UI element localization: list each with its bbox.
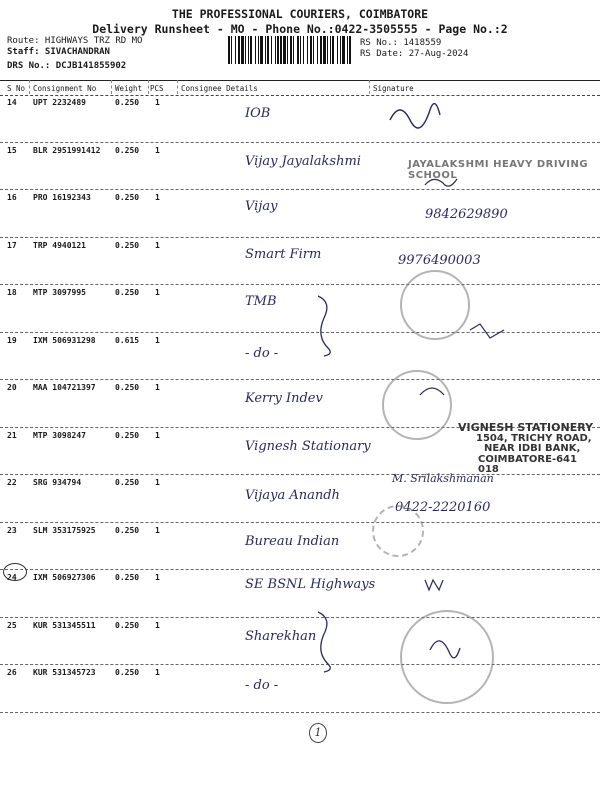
row-signature: 0422-2220160: [395, 500, 491, 515]
row-pcs: 1: [155, 478, 160, 487]
row-pcs: 1: [155, 620, 160, 630]
row-consignment-no: KUR 531345723: [33, 668, 96, 677]
row-consignee: - do -: [245, 345, 279, 361]
row-weight: 0.250: [115, 240, 140, 250]
row-sno: 26: [7, 668, 17, 677]
brace-stroke: [318, 296, 330, 356]
row-pcs: 1: [155, 335, 160, 345]
runsheet-subtitle: Delivery Runsheet - MO - Phone No.:0422-3505555 - Page No.:2: [92, 22, 508, 36]
row-consignment-no: SRG 934794: [33, 478, 82, 487]
row-weight: 0.250: [115, 430, 140, 440]
row-sno: 25: [7, 620, 17, 630]
row-pcs: 1: [155, 98, 160, 107]
row-weight: 0.250: [115, 668, 140, 677]
row-weight: 0.250: [115, 145, 140, 155]
row-sno: 21: [7, 430, 17, 440]
row-sno: 14: [7, 98, 17, 107]
row-consignment-no: MAA 104721397: [33, 383, 96, 392]
row-pcs: 1: [155, 383, 160, 392]
row-sno: 17: [7, 240, 17, 250]
row-sno: 24: [7, 573, 17, 582]
jayalakshmi-stamp: JAYALAKSHMI HEAVY DRIVING SCHOOL: [408, 159, 589, 181]
row-consignment-no: PRO 16192343: [33, 193, 91, 202]
sig-stroke: [420, 388, 444, 395]
row-pcs: 1: [155, 525, 160, 535]
route-label: Route: HIGHWAYS TRZ RD MO: [7, 36, 143, 46]
row-signature: 9842629890: [425, 207, 508, 222]
sig-stroke: [470, 324, 504, 338]
row-weight: 0.250: [115, 525, 140, 535]
row-consignee: Smart Firm: [245, 246, 322, 262]
row-consignment-no: KUR 531345511: [33, 620, 96, 630]
row-sno: 19: [7, 335, 17, 345]
row-consignee: Vijay: [245, 199, 278, 214]
staff-label: Staff: SIVACHANDRAN: [7, 47, 110, 57]
row-consignment-no: UPT 2232489: [33, 98, 86, 107]
row-sno: 16: [7, 193, 17, 202]
vignesh-stamp-line3: NEAR IDBI BANK,: [484, 443, 581, 455]
row-weight: 0.615: [115, 335, 140, 345]
vignesh-stamp-line1: VIGNESH STATIONERY: [458, 421, 594, 434]
row-weight: 0.250: [115, 193, 140, 202]
row-weight: 0.250: [115, 620, 140, 630]
row-consignment-no: MTP 3098247: [33, 430, 86, 440]
row-pcs: 1: [155, 193, 160, 202]
col-pcs: PCS: [150, 84, 164, 93]
row-weight: 0.250: [115, 98, 140, 107]
vignesh-stamp-line4: COIMBATORE-641 018: [478, 453, 577, 476]
sig-stroke: [425, 580, 443, 590]
row-sno: 23: [7, 525, 17, 535]
row-pcs: 1: [155, 240, 160, 250]
row-consignee: Kerry Indev: [245, 391, 323, 406]
row-pcs: 1: [155, 668, 160, 677]
brace-stroke: [318, 612, 330, 672]
sig-name-22: M. Srilakshmanan: [392, 472, 494, 485]
row-weight: 0.250: [115, 288, 140, 297]
row-consignment-no: IXM 506931298: [33, 335, 96, 345]
company-title: THE PROFESSIONAL COURIERS, COIMBATORE: [171, 7, 429, 21]
row-consignee: - do -: [245, 678, 279, 693]
row-consignee: SE BSNL Highways: [245, 577, 376, 592]
col-weight: Weight: [115, 84, 143, 93]
drs-number: DRS No.: DCJB141855902: [7, 61, 127, 71]
row-weight: 0.250: [115, 573, 140, 582]
page-number-circle: 1: [309, 723, 327, 743]
col-consignment: Consignment No: [33, 84, 97, 93]
row-pcs: 1: [155, 573, 160, 582]
row-consignment-no: BLR 2951991412: [33, 145, 101, 155]
row-consignee: IOB: [245, 106, 271, 121]
row-consignment-no: IXM 506927306: [33, 573, 96, 582]
rs-number: RS No.: 1418559: [360, 38, 442, 48]
col-consignee: Consignee Details: [181, 84, 258, 93]
sig-stroke: [390, 104, 440, 128]
row-sno: 22: [7, 478, 17, 487]
row-weight: 0.250: [115, 383, 140, 392]
vignesh-stamp-line2: 1504, TRICHY ROAD,: [476, 432, 592, 444]
row-consignee: Bureau Indian: [245, 533, 340, 549]
sig-stroke: [425, 179, 457, 186]
row-consignee: Vijay Jayalakshmi: [245, 153, 361, 169]
row-consignee: Sharekhan: [245, 628, 317, 644]
row-consignee: Vignesh Stationary: [245, 438, 371, 454]
row-pcs: 1: [155, 288, 160, 297]
row-pcs: 1: [155, 430, 160, 440]
row-sno: 18: [7, 288, 17, 297]
rs-date: RS Date: 27-Aug-2024: [360, 49, 469, 59]
row-consignment-no: TRP 4940121: [33, 240, 86, 250]
col-signature: Signature: [373, 84, 414, 93]
row-consignment-no: SLM 353175925: [33, 525, 96, 535]
sig-stroke: [430, 641, 460, 658]
row-pcs: 1: [155, 145, 160, 155]
row-sno: 20: [7, 383, 17, 392]
row-consignment-no: MTP 3097995: [33, 288, 86, 297]
col-sno: S No: [7, 84, 26, 93]
row-weight: 0.250: [115, 478, 140, 487]
row-24-circle-mark: [3, 563, 27, 581]
row-consignee: TMB: [245, 294, 277, 309]
row-sno: 15: [7, 145, 17, 155]
row-signature: 9976490003: [398, 252, 481, 268]
row-consignee: Vijaya Anandh: [245, 488, 340, 503]
